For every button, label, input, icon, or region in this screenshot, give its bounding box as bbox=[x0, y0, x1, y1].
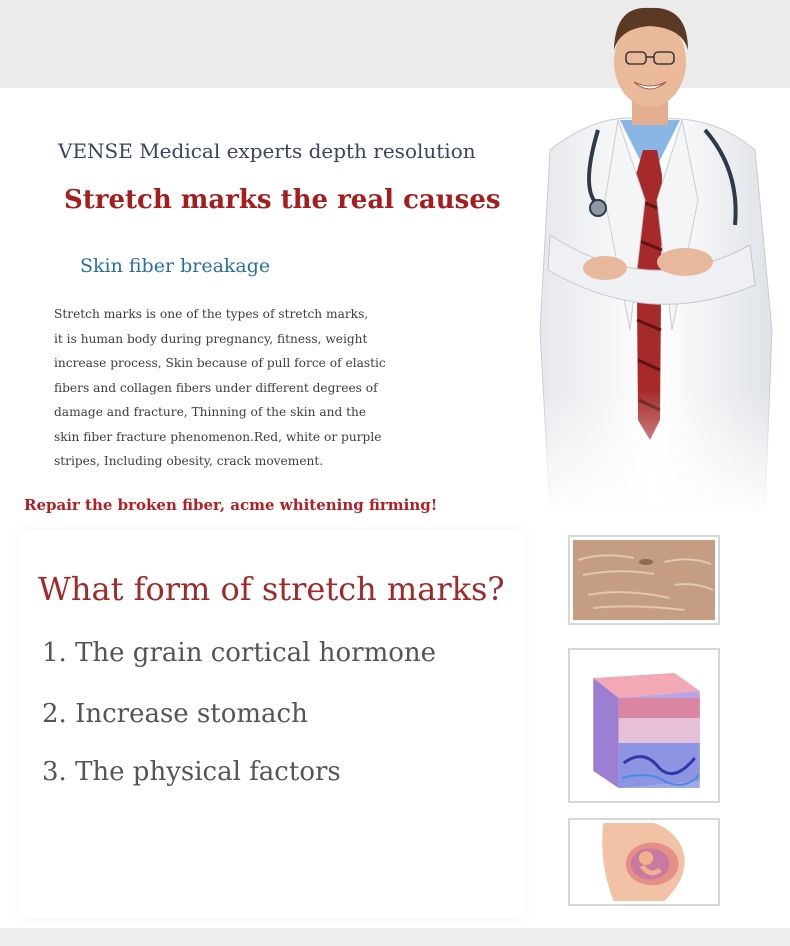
pregnancy-illustration bbox=[568, 818, 720, 906]
bottom-band bbox=[0, 928, 790, 946]
doctor-photo bbox=[510, 0, 790, 520]
tagline: Repair the broken fiber, acme whitening firming! bbox=[24, 496, 438, 514]
forms-question: What form of stretch marks? bbox=[38, 570, 505, 608]
skin-layers-illustration bbox=[568, 648, 720, 803]
forms-item-2: 2. Increase stomach bbox=[42, 699, 308, 729]
body-text: Stretch marks is one of the types of stretch marks, it is human body during pregnancy, fitness, weight increase process, Skin because of pull force of elastic fibers and collagen fibers under different degrees of damage and fracture, Thinning of the skin and the skin fiber fracture phenomenon.Red, white or purple stripes, Including obesity, crack movement. bbox=[54, 307, 386, 468]
subtitle: VENSE Medical experts depth resolution bbox=[58, 139, 476, 163]
headline: Stretch marks the real causes bbox=[64, 185, 501, 215]
forms-item-3: 3. The physical factors bbox=[42, 757, 341, 787]
section-title: Skin fiber breakage bbox=[80, 255, 271, 277]
forms-item-1: 1. The grain cortical hormone bbox=[42, 638, 437, 668]
belly-stretch-marks-photo bbox=[568, 535, 720, 625]
